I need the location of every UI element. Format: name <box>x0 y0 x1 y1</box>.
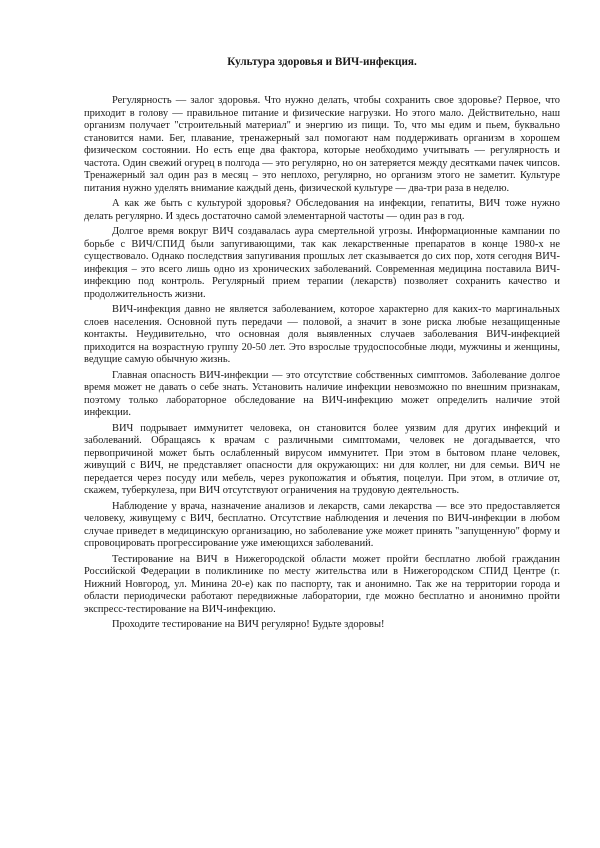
paragraph-transmission: ВИЧ-инфекция давно не является заболеванием, которое характерно для каких-то маргинальных слоев населения. Основной путь передачи — половой, а значит в зоне риска любые незащищенные контакты. Неудивительно, что основная доля выявленных случаев заболевания ВИЧ-инфекцией приходится на возрастную группу 20-50 лет. Это взрослые трудоспособные люди, мужчины и женщины, ведущие самую обычную жизнь. <box>84 304 560 365</box>
paragraph-danger: Главная опасность ВИЧ-инфекции — это отсутствие собственных симптомов. Заболевание долгое время может не давать о себе знать. Установить наличие инфекции невозможно по внешним признакам, поэтому только лабораторное обследование на ВИЧ-инфекцию может определить наличие этой инфекции. <box>84 369 560 418</box>
document-title: Культура здоровья и ВИЧ-инфекция. <box>227 56 417 68</box>
document-page <box>84 55 560 635</box>
paragraph-testing: Тестирование на ВИЧ в Нижегородской области может пройти бесплатно любой гражданин Российской Федерации в поликлинике по месту жительства или в Нижегородском СПИД Центре (г. Нижний Новгород, ул. Минина 20-е) как по паспорту, так и анонимно. Так же на территории города и области периодически работают передвижные лаборатории, где можно бесплатно и анонимно пройти экспресс-тестирование на ВИЧ-инфекцию. <box>84 553 560 615</box>
paragraph-immunity: ВИЧ подрывает иммунитет человека, он становится более уязвим для других инфекций и заболеваний. Обращаясь к врачам с различными симптомами, человек не догадывается, что первопричиной может быть ослабленный вирусом иммунитет. При этом в бытовом плане человек, живущий с ВИЧ, не представляет опасности для окружающих: ни для коллег, ни для семьи. ВИЧ не передается через посуду или мебель, через рукопожатия и объятия, поцелуи. При этом, в отличие от, скажем, туберкулеза, при ВИЧ отсутствуют ограничения на трудовую деятельность. <box>84 422 560 496</box>
paragraph-history: Долгое время вокруг ВИЧ создавалась аура смертельной угрозы. Информационные кампании по борьбе с ВИЧ/СПИД были запугивающими, так как лекарственные препаратов в конце 1980-х не существовало. Однако последствия запугивания прошлых лет сказывается до сих пор, хотя сегодня ВИЧ-инфекция – это всего лишь одно из хронических заболеваний. Современная медицина поставила ВИЧ-инфекцию под контроль. Регулярный прием терапии (лекарств) позволяет сохранить качество и продолжительность жизни. <box>84 226 560 300</box>
paragraph-regularity: Регулярность — залог здоровья. Что нужно делать, чтобы сохранить свое здоровье? Первое, что приходит в голову — правильное питание и физические нагрузки. Но этого мало. Действительно, наш организм получает "строительный материал" и энергию из пищи. То, что мы едим и пьем, буквально становится нами. Бег, плавание, тренажерный зал помогают нам поддерживать организм в хорошем физическом состоянии. Но есть еще два фактора, которые необходимо учитывать — регулярность и частота. Один свежий огурец в полгода — это регулярно, но он затеряется между десятками пачек чипсов. Тренажерный зал один раз в месяц – это неплохо, регулярно, но организм этого не заметит. Культуре питания нужно уделять внимание каждый день, физической культуре — два-три раза в неделю. <box>84 95 560 194</box>
paragraph-closing: Проходите тестирование на ВИЧ регулярно! Будьте здоровы! <box>112 619 385 630</box>
paragraph-health-culture: А как же быть с культурой здоровья? Обследования на инфекции, гепатиты, ВИЧ тоже нужно делать регулярно. И здесь достаточно самой элементарной частоты — один раз в год. <box>84 198 560 222</box>
paragraph-free-care: Наблюдение у врача, назначение анализов и лекарств, сами лекарства — все это предоставляется человеку, живущему с ВИЧ, бесплатно. Отсутствие наблюдения и лечения по ВИЧ-инфекции в любом случае приведет в медицинскую организацию, но заболевание уже может принять "запущенную" форму и спровоцировать прогрессирование уже имеющихся заболеваний. <box>84 500 560 549</box>
